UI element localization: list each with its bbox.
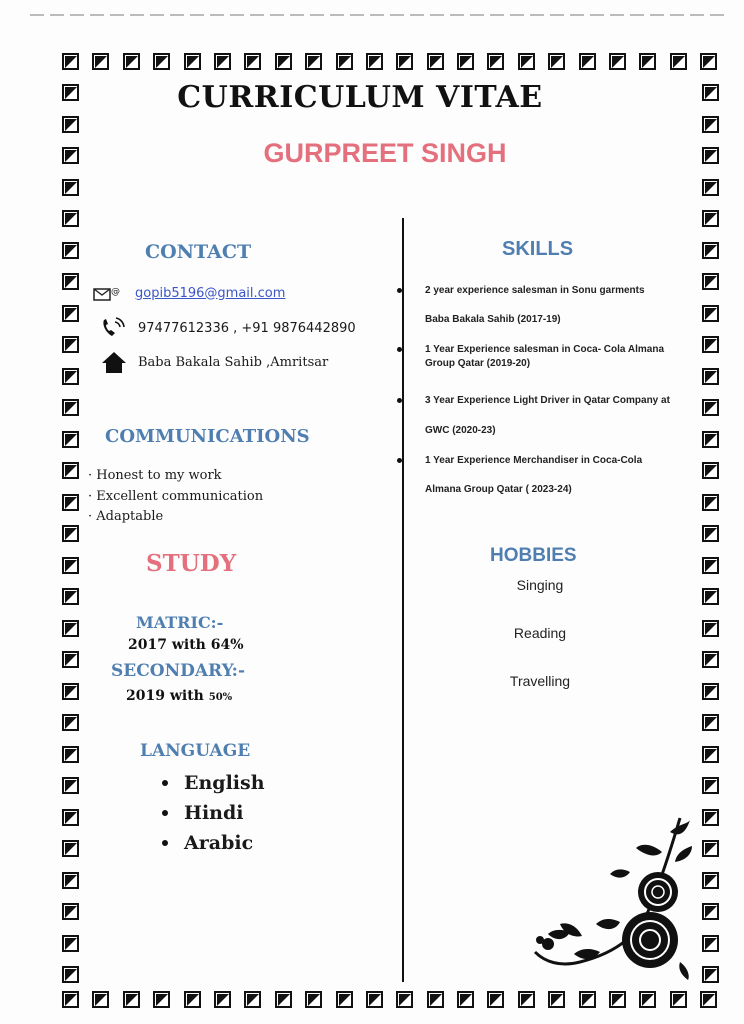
border-tile [396, 53, 413, 70]
communication-item: · Excellent communication [88, 488, 264, 504]
language-item: Arabic [162, 828, 265, 858]
border-tile [702, 777, 719, 794]
secondary-value: 2019 with 50% [126, 688, 233, 704]
border-tile [92, 991, 109, 1008]
border-tile [670, 53, 687, 70]
border-tile [518, 53, 535, 70]
border-tile [305, 53, 322, 70]
email-link[interactable]: gopib5196@gmail.com [135, 285, 286, 301]
border-tile [62, 179, 79, 196]
border-tile [62, 872, 79, 889]
border-tile [62, 53, 79, 70]
border-tile [457, 53, 474, 70]
border-tile [62, 336, 79, 353]
skills-heading: SKILLS [502, 238, 574, 260]
border-tile [62, 840, 79, 857]
border-tile [427, 53, 444, 70]
phone-numbers: 97477612336 , +91 9876442890 [138, 320, 356, 336]
communications-heading: COMMUNICATIONS [105, 426, 310, 447]
border-tile [487, 53, 504, 70]
border-tile [518, 991, 535, 1008]
border-tile [579, 991, 596, 1008]
border-tile [62, 305, 79, 322]
border-tile [62, 116, 79, 133]
border-top [62, 53, 731, 70]
border-left [62, 84, 79, 998]
border-tile [702, 651, 719, 668]
border-tile [702, 714, 719, 731]
border-tile [366, 53, 383, 70]
border-tile [366, 991, 383, 1008]
document-title: CURRICULUM VITAE [177, 80, 543, 115]
home-icon [98, 350, 130, 374]
communication-item: · Honest to my work [88, 468, 222, 483]
border-tile [609, 53, 626, 70]
address-text: Baba Bakala Sahib ,Amritsar [138, 354, 329, 370]
border-bottom [62, 991, 731, 1008]
communication-item: · Adaptable [88, 509, 164, 524]
border-tile [184, 991, 201, 1008]
border-tile [214, 991, 231, 1008]
study-heading: STUDY [146, 550, 237, 577]
language-item: Hindi [162, 798, 265, 828]
border-tile [62, 525, 79, 542]
border-tile [609, 991, 626, 1008]
email-icon [92, 284, 124, 302]
border-tile [702, 462, 719, 479]
border-tile [305, 991, 322, 1008]
border-tile [62, 651, 79, 668]
border-tile [548, 53, 565, 70]
column-divider [402, 218, 404, 982]
border-tile [702, 872, 719, 889]
border-tile [62, 746, 79, 763]
border-tile [123, 991, 140, 1008]
border-tile [62, 399, 79, 416]
border-tile [639, 991, 656, 1008]
border-tile [336, 991, 353, 1008]
language-item: English [162, 768, 265, 798]
border-tile [62, 809, 79, 826]
border-tile [702, 809, 719, 826]
border-tile [244, 53, 261, 70]
border-tile [702, 431, 719, 448]
matric-label: MATRIC:- [136, 613, 224, 632]
border-tile [153, 991, 170, 1008]
border-tile [702, 588, 719, 605]
border-tile [62, 935, 79, 952]
border-tile [62, 714, 79, 731]
border-tile [702, 557, 719, 574]
border-tile [702, 210, 719, 227]
border-tile [702, 903, 719, 920]
border-tile [184, 53, 201, 70]
secondary-label: SECONDARY:- [111, 661, 246, 681]
border-tile [427, 991, 444, 1008]
hobby-item: Travelling [509, 673, 571, 689]
border-tile [62, 588, 79, 605]
contact-address-row [98, 350, 328, 374]
border-tile [62, 557, 79, 574]
border-tile [702, 746, 719, 763]
border-tile [639, 53, 656, 70]
border-tile [62, 494, 79, 511]
border-tile [702, 336, 719, 353]
border-tile [702, 179, 719, 196]
language-heading: LANGUAGE [140, 741, 251, 761]
phone-icon [98, 316, 130, 340]
contact-email-row [92, 284, 285, 302]
border-tile [153, 53, 170, 70]
border-tile [275, 991, 292, 1008]
border-tile [92, 53, 109, 70]
hobbies-heading: HOBBIES [490, 545, 577, 566]
border-tile [62, 903, 79, 920]
border-tile [702, 935, 719, 952]
border-tile [702, 494, 719, 511]
border-tile [62, 431, 79, 448]
border-tile [214, 53, 231, 70]
border-tile [62, 620, 79, 637]
border-tile [702, 683, 719, 700]
border-tile [702, 242, 719, 259]
svg-text:@: @ [111, 287, 120, 297]
border-tile [336, 53, 353, 70]
communications-list [88, 466, 263, 528]
border-tile [62, 273, 79, 290]
border-tile [548, 991, 565, 1008]
border-tile [244, 991, 261, 1008]
border-tile [62, 966, 79, 983]
border-tile [62, 777, 79, 794]
border-tile [457, 991, 474, 1008]
border-tile [702, 116, 719, 133]
border-right [702, 84, 719, 998]
border-tile [702, 273, 719, 290]
border-tile [700, 53, 717, 70]
border-tile [702, 368, 719, 385]
candidate-name: GURPREET SINGH [263, 138, 507, 168]
border-tile [670, 991, 687, 1008]
border-tile [702, 305, 719, 322]
rose-decoration [530, 812, 695, 986]
border-tile [62, 462, 79, 479]
border-tile [275, 53, 292, 70]
border-tile [702, 525, 719, 542]
hobby-item: Singing [516, 577, 564, 593]
border-tile [62, 242, 79, 259]
matric-value: 2017 with 64% [128, 637, 244, 653]
scan-edge [30, 14, 724, 16]
border-tile [702, 840, 719, 857]
language-list [162, 768, 265, 858]
border-tile [123, 53, 140, 70]
border-tile [396, 991, 413, 1008]
border-tile [487, 991, 504, 1008]
border-tile [579, 53, 596, 70]
border-tile [702, 620, 719, 637]
hobby-item: Reading [513, 625, 567, 641]
border-tile [702, 966, 719, 983]
contact-heading: CONTACT [145, 241, 252, 263]
border-tile [62, 368, 79, 385]
contact-phone-row [98, 316, 356, 340]
border-tile [62, 210, 79, 227]
border-tile [62, 683, 79, 700]
border-tile [702, 399, 719, 416]
